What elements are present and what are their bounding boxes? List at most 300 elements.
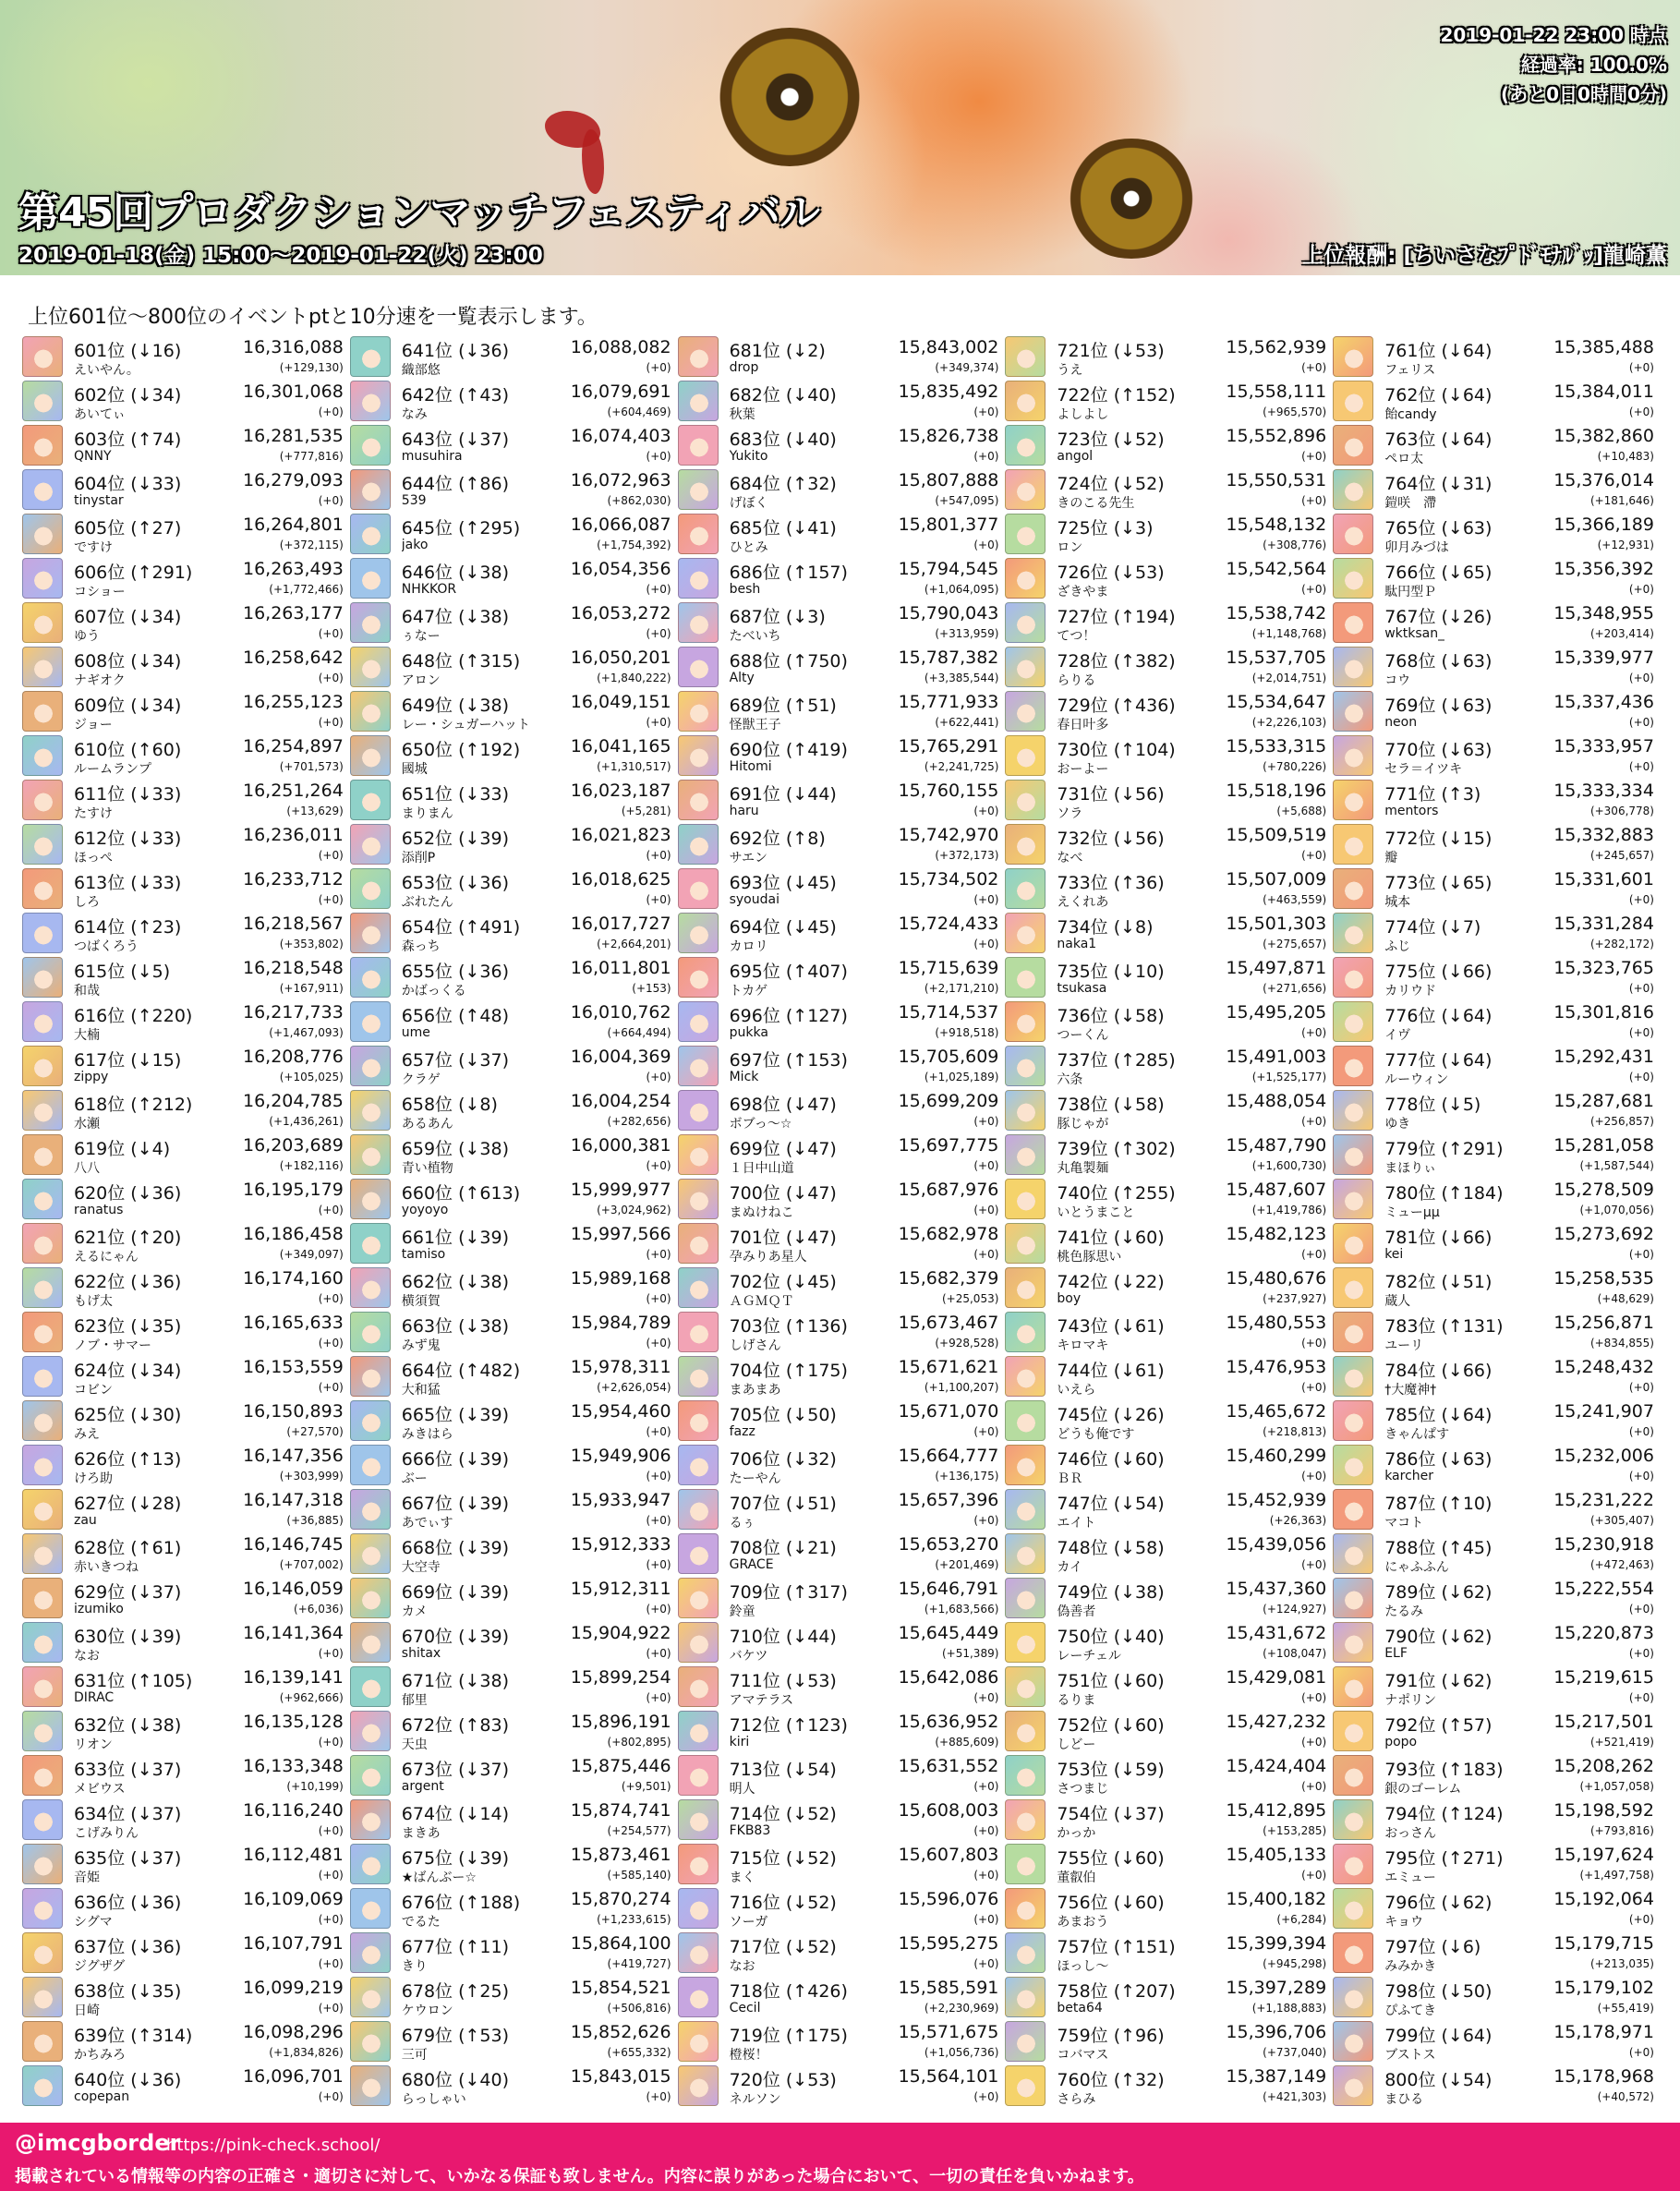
avatar-icon xyxy=(22,1799,63,1840)
avatar-icon xyxy=(22,1400,63,1441)
avatar-icon xyxy=(1333,824,1373,865)
ten-minute-speed: (+0) xyxy=(973,1913,999,1926)
avatar-icon xyxy=(350,1445,391,1485)
avatar-icon xyxy=(350,1711,391,1751)
avatar-icon xyxy=(22,1533,63,1574)
ranking-entry xyxy=(1005,1576,1332,1620)
avatar-icon xyxy=(22,1666,63,1707)
player-name: おっさん xyxy=(1384,1826,1437,1841)
rank-change: 669位 (↓39) xyxy=(401,1582,510,1603)
avatar-icon xyxy=(1333,514,1373,554)
rank-change: 747位 (↓54) xyxy=(1057,1494,1165,1514)
player-name: ボブっ〜☆ xyxy=(729,1117,792,1132)
avatar-icon xyxy=(678,602,719,643)
ten-minute-speed: (+0) xyxy=(1301,361,1327,374)
avatar-icon xyxy=(350,602,391,643)
avatar-icon xyxy=(678,469,719,510)
ten-minute-speed: (+0) xyxy=(973,1780,999,1793)
event-points: 15,949,906 xyxy=(570,1446,671,1466)
ten-minute-speed: (+0) xyxy=(646,2090,671,2103)
player-name: wktksan_ xyxy=(1384,626,1445,641)
avatar-icon xyxy=(1333,1267,1373,1308)
player-name: あまおう xyxy=(1057,1915,1109,1930)
event-points: 15,852,626 xyxy=(570,2022,671,2042)
ten-minute-speed: (+0) xyxy=(318,672,344,684)
ranking-entry xyxy=(1005,645,1332,689)
rank-change: 665位 (↓39) xyxy=(401,1405,510,1425)
event-points: 15,439,056 xyxy=(1226,1534,1327,1555)
avatar-icon xyxy=(678,1799,719,1840)
avatar-icon xyxy=(22,1356,63,1397)
avatar-icon xyxy=(678,1666,719,1707)
event-points: 16,023,187 xyxy=(570,781,671,801)
ranking-entry xyxy=(678,1842,1005,1886)
ranking-entry xyxy=(1333,1531,1660,1576)
event-points: 16,186,458 xyxy=(243,1224,344,1244)
event-points: 15,256,871 xyxy=(1553,1313,1654,1333)
ranking-entry xyxy=(1333,467,1660,512)
event-points: 15,835,492 xyxy=(898,381,999,402)
ten-minute-speed: (+0) xyxy=(973,1514,999,1527)
player-name: shitax xyxy=(401,1646,441,1661)
ranking-entry xyxy=(678,2064,1005,2108)
ten-minute-speed: (+136,175) xyxy=(935,1470,999,1483)
event-points: 15,562,939 xyxy=(1226,337,1327,357)
ranking-entry xyxy=(1333,1886,1660,1931)
ranking-entry xyxy=(1333,1576,1660,1620)
player-name: リオン xyxy=(74,1737,113,1752)
ranking-entry xyxy=(1333,600,1660,645)
event-points: 15,705,609 xyxy=(898,1047,999,1067)
ranking-entry xyxy=(1333,1931,1660,1975)
player-name: アマテラス xyxy=(729,1693,794,1708)
player-name: haru xyxy=(729,804,759,818)
player-name: GRACE xyxy=(729,1557,774,1572)
ranking-entry xyxy=(22,1620,349,1664)
avatar-icon xyxy=(678,1134,719,1175)
ten-minute-speed: (+0) xyxy=(973,1159,999,1172)
avatar-icon xyxy=(678,514,719,554)
ranking-entry xyxy=(678,600,1005,645)
ten-minute-speed: (+0) xyxy=(646,893,671,906)
event-points: 15,220,873 xyxy=(1553,1623,1654,1643)
ten-minute-speed: (+48,629) xyxy=(1597,1292,1654,1305)
player-name: トカゲ xyxy=(729,984,768,999)
ranking-entry xyxy=(1005,1088,1332,1132)
event-points: 16,000,381 xyxy=(570,1135,671,1156)
rank-change: 702位 (↓45) xyxy=(729,1272,837,1292)
avatar-icon xyxy=(350,2021,391,2062)
rank-change: 654位 (↑491) xyxy=(401,917,521,938)
ten-minute-speed: (+0) xyxy=(318,1957,344,1970)
avatar-icon xyxy=(1005,1533,1045,1574)
rank-change: 798位 (↓50) xyxy=(1384,1981,1493,2002)
player-name: キョウ xyxy=(1384,1915,1424,1930)
ranking-entry xyxy=(22,1753,349,1798)
player-name: つーくん xyxy=(1057,1028,1109,1043)
rank-change: 777位 (↓64) xyxy=(1384,1050,1493,1071)
avatar-icon xyxy=(22,1844,63,1884)
rank-change: 680位 (↓40) xyxy=(401,2070,510,2090)
player-name: 大空寺 xyxy=(401,1560,441,1575)
event-points: 15,487,607 xyxy=(1226,1180,1327,1200)
rank-change: 687位 (↓3) xyxy=(729,607,826,627)
event-points: 16,263,177 xyxy=(243,603,344,623)
rank-change: 738位 (↓58) xyxy=(1057,1095,1165,1115)
ranking-entry xyxy=(1333,1664,1660,1709)
ranking-entry xyxy=(1005,1531,1332,1576)
ten-minute-speed: (+0) xyxy=(318,2090,344,2103)
ten-minute-speed: (+372,173) xyxy=(935,849,999,862)
event-points: 16,017,727 xyxy=(570,914,671,934)
player-name: ひとみ xyxy=(729,540,768,555)
rank-change: 693位 (↓45) xyxy=(729,873,837,893)
avatar-icon xyxy=(678,1711,719,1751)
avatar-icon xyxy=(350,1134,391,1175)
player-name: しどー xyxy=(1057,1737,1096,1752)
avatar-icon xyxy=(678,691,719,732)
ten-minute-speed: (+181,646) xyxy=(1589,494,1654,507)
elapsed-rate: 経過率: 100.0% xyxy=(1520,54,1667,76)
player-name: かばっくる xyxy=(401,984,466,999)
event-points: 16,263,493 xyxy=(243,559,344,579)
ranking-entry xyxy=(1005,955,1332,999)
rank-change: 648位 (↑315) xyxy=(401,651,521,672)
avatar-icon xyxy=(1005,647,1045,687)
ranking-entry xyxy=(678,1443,1005,1487)
avatar-icon xyxy=(678,1445,719,1485)
ten-minute-speed: (+0) xyxy=(1628,1425,1654,1438)
event-points: 16,316,088 xyxy=(243,337,344,357)
avatar-icon xyxy=(678,913,719,953)
rank-change: 605位 (↑27) xyxy=(74,518,182,539)
avatar-icon xyxy=(22,336,63,377)
avatar-icon xyxy=(22,1578,63,1618)
ranking-entry xyxy=(1333,822,1660,866)
player-name: コバマス xyxy=(1057,2048,1109,2063)
player-name: バケツ xyxy=(729,1649,768,1664)
ranking-entry xyxy=(22,2064,349,2108)
ranking-entry xyxy=(678,1354,1005,1398)
ranking-entry xyxy=(22,423,349,467)
rank-change: 748位 (↓58) xyxy=(1057,1538,1165,1558)
event-points: 15,657,396 xyxy=(898,1490,999,1510)
event-points: 15,217,501 xyxy=(1553,1712,1654,1732)
avatar-icon xyxy=(22,1046,63,1086)
event-points: 15,534,647 xyxy=(1226,692,1327,712)
rank-change: 744位 (↓61) xyxy=(1057,1361,1165,1381)
event-points: 16,053,272 xyxy=(570,603,671,623)
rank-change: 763位 (↓64) xyxy=(1384,430,1493,450)
ranking-entry xyxy=(1005,423,1332,467)
rank-change: 715位 (↓52) xyxy=(729,1848,837,1869)
event-points: 15,697,775 xyxy=(898,1135,999,1156)
ranking-entry xyxy=(350,1753,677,1798)
ranking-entry xyxy=(678,512,1005,556)
rank-change: 711位 (↓53) xyxy=(729,1671,837,1691)
player-name: ranatus xyxy=(74,1203,124,1217)
avatar-icon xyxy=(22,1090,63,1131)
footer-url[interactable]: https://pink-check.school/ xyxy=(166,2136,381,2155)
rank-change: 619位 (↓4) xyxy=(74,1139,171,1159)
rank-change: 621位 (↑20) xyxy=(74,1228,182,1248)
ranking-entry xyxy=(22,733,349,778)
event-points: 15,642,086 xyxy=(898,1667,999,1688)
ten-minute-speed: (+105,025) xyxy=(279,1071,344,1083)
rank-change: 720位 (↓53) xyxy=(729,2070,837,2090)
ranking-entry xyxy=(1005,379,1332,423)
rank-change: 731位 (↓56) xyxy=(1057,784,1165,805)
rank-change: 645位 (↑295) xyxy=(401,518,521,539)
ranking-entry xyxy=(22,467,349,512)
event-points: 15,724,433 xyxy=(898,914,999,934)
event-points: 15,984,789 xyxy=(570,1313,671,1333)
ranking-entry xyxy=(22,1664,349,1709)
event-points: 15,765,291 xyxy=(898,736,999,757)
event-points: 15,292,431 xyxy=(1553,1047,1654,1067)
event-points: 15,437,360 xyxy=(1226,1579,1327,1599)
player-name: karcher xyxy=(1384,1469,1434,1483)
avatar-icon xyxy=(22,1489,63,1530)
event-points: 15,760,155 xyxy=(898,781,999,801)
avatar-icon xyxy=(350,1888,391,1929)
event-points: 15,219,615 xyxy=(1553,1667,1654,1688)
ranking-entry xyxy=(1005,1931,1332,1975)
rank-change: 647位 (↓38) xyxy=(401,607,510,627)
rank-change: 692位 (↑8) xyxy=(729,829,826,849)
rank-change: 719位 (↑175) xyxy=(729,2026,848,2046)
ranking-entry xyxy=(1005,1842,1332,1886)
player-name: まひる xyxy=(1384,2092,1424,2107)
ten-minute-speed: (+0) xyxy=(318,1869,344,1882)
ten-minute-speed: (+1,497,758) xyxy=(1579,1869,1654,1882)
player-name: かちみろ xyxy=(74,2048,126,2063)
avatar-icon xyxy=(350,913,391,953)
ten-minute-speed: (+2,171,210) xyxy=(924,982,999,995)
event-points: 15,405,133 xyxy=(1226,1845,1327,1865)
rank-change: 668位 (↓39) xyxy=(401,1538,510,1558)
ten-minute-speed: (+885,609) xyxy=(935,1736,999,1749)
rank-change: 768位 (↓63) xyxy=(1384,651,1493,672)
avatar-icon xyxy=(22,1312,63,1352)
ranking-entry xyxy=(22,1576,349,1620)
event-points: 15,548,132 xyxy=(1226,514,1327,535)
event-points: 16,218,567 xyxy=(243,914,344,934)
player-name: 偽善者 xyxy=(1057,1604,1096,1619)
avatar-icon xyxy=(1333,1046,1373,1086)
ranking-entry xyxy=(350,1886,677,1931)
player-name: 横須賀 xyxy=(401,1294,441,1309)
rank-change: 712位 (↑123) xyxy=(729,1715,848,1736)
footer-disclaimer: 掲載されている情報等の内容の正確さ・適切さに対して、いかなる保証も致しません。内容に誤りがあった場合において、一切の責任を負いかねます。 xyxy=(15,2167,1144,2186)
avatar-icon xyxy=(350,1533,391,1574)
rank-change: 740位 (↑255) xyxy=(1057,1183,1176,1204)
player-name: 蔵人 xyxy=(1384,1294,1411,1309)
ranking-entry xyxy=(678,1975,1005,2019)
ten-minute-speed: (+6,284) xyxy=(1276,1913,1327,1926)
event-points: 15,538,742 xyxy=(1226,603,1327,623)
rank-change: 615位 (↓5) xyxy=(74,962,171,982)
event-points: 16,146,745 xyxy=(243,1534,344,1555)
ranking-entry xyxy=(1005,1620,1332,1664)
avatar-icon xyxy=(1005,1578,1045,1618)
rank-change: 775位 (↓66) xyxy=(1384,962,1493,982)
avatar-icon xyxy=(678,957,719,998)
rank-change: 634位 (↓37) xyxy=(74,1804,182,1824)
player-name: ユーリ xyxy=(1384,1338,1424,1353)
ranking-entry xyxy=(1005,512,1332,556)
rank-change: 714位 (↓52) xyxy=(729,1804,837,1824)
ten-minute-speed: (+0) xyxy=(318,1913,344,1926)
avatar-icon xyxy=(22,1223,63,1264)
ten-minute-speed: (+305,407) xyxy=(1589,1514,1654,1527)
event-points: 16,139,141 xyxy=(243,1667,344,1688)
rank-change: 640位 (↓36) xyxy=(74,2070,182,2090)
ten-minute-speed: (+10,483) xyxy=(1597,450,1654,463)
player-name: あるあん xyxy=(401,1117,453,1132)
ranking-entry xyxy=(1005,1753,1332,1798)
ten-minute-speed: (+306,778) xyxy=(1589,805,1654,817)
avatar-icon xyxy=(22,602,63,643)
rank-change: 790位 (↓62) xyxy=(1384,1627,1493,1647)
rank-change: 772位 (↓15) xyxy=(1384,829,1493,849)
player-name: どうも俺です xyxy=(1057,1427,1135,1442)
ranking-entry xyxy=(1333,1398,1660,1443)
avatar-icon xyxy=(1005,336,1045,377)
page-title: 第45回プロダクションマッチフェスティバル xyxy=(18,189,819,236)
ten-minute-speed: (+271,656) xyxy=(1263,982,1327,995)
player-name: メビウス xyxy=(74,1782,126,1797)
player-name: 日崎 xyxy=(74,2003,100,2018)
player-name: マコト xyxy=(1384,1516,1424,1531)
ten-minute-speed: (+0) xyxy=(318,1292,344,1305)
ranking-entry xyxy=(1333,1975,1660,2019)
player-name: 國城 xyxy=(401,762,428,777)
rank-change: 792位 (↑57) xyxy=(1384,1715,1493,1736)
ten-minute-speed: (+655,332) xyxy=(607,2046,671,2059)
avatar-icon xyxy=(350,1356,391,1397)
ten-minute-speed: (+0) xyxy=(973,539,999,551)
ranking-columns xyxy=(22,334,1661,2108)
avatar-icon xyxy=(1333,868,1373,909)
avatar-icon xyxy=(22,469,63,510)
ten-minute-speed: (+0) xyxy=(1628,2046,1654,2059)
ranking-entry xyxy=(678,645,1005,689)
rank-change: 718位 (↑426) xyxy=(729,1981,848,2002)
ten-minute-speed: (+25,053) xyxy=(941,1292,999,1305)
rank-change: 666位 (↓39) xyxy=(401,1449,510,1470)
event-points: 15,501,303 xyxy=(1226,914,1327,934)
ranking-entry xyxy=(1005,1975,1332,2019)
ranking-entry xyxy=(1005,556,1332,600)
ten-minute-speed: (+0) xyxy=(973,1248,999,1261)
ranking-entry xyxy=(678,334,1005,379)
player-name: ume xyxy=(401,1025,430,1040)
player-name: 豚じゃが xyxy=(1057,1117,1109,1132)
ranking-entry xyxy=(678,2019,1005,2064)
ranking-entry xyxy=(350,1088,677,1132)
event-points: 15,714,537 xyxy=(898,1002,999,1023)
rank-change: 734位 (↓8) xyxy=(1057,917,1154,938)
event-points: 15,699,209 xyxy=(898,1091,999,1111)
event-points: 15,331,284 xyxy=(1553,914,1654,934)
event-points: 15,178,968 xyxy=(1553,2066,1654,2087)
player-name: ルームランプ xyxy=(74,762,151,777)
avatar-icon xyxy=(1333,1356,1373,1397)
event-points: 16,233,712 xyxy=(243,869,344,890)
ten-minute-speed: (+1,188,883) xyxy=(1251,2002,1327,2015)
event-points: 15,558,111 xyxy=(1226,381,1327,402)
ranking-entry xyxy=(678,1398,1005,1443)
player-name: ぶれたん xyxy=(401,895,453,910)
ranking-entry xyxy=(350,733,677,778)
ranking-entry xyxy=(678,1620,1005,1664)
event-points: 15,488,054 xyxy=(1226,1091,1327,1111)
player-name: NHKKOR xyxy=(401,582,457,597)
avatar-icon xyxy=(1005,691,1045,732)
ranking-entry xyxy=(1333,645,1660,689)
event-points: 15,585,591 xyxy=(898,1978,999,1998)
avatar-icon xyxy=(678,1844,719,1884)
ten-minute-speed: (+463,559) xyxy=(1263,893,1327,906)
player-name: つばくろう xyxy=(74,939,139,954)
player-name: kiri xyxy=(729,1735,750,1749)
ten-minute-speed: (+0) xyxy=(318,494,344,507)
avatar-icon xyxy=(1005,2021,1045,2062)
event-points: 16,021,823 xyxy=(570,825,671,845)
ten-minute-speed: (+0) xyxy=(318,1647,344,1660)
ten-minute-speed: (+0) xyxy=(1301,1691,1327,1704)
event-points: 16,079,691 xyxy=(570,381,671,402)
avatar-icon xyxy=(350,1090,391,1131)
ten-minute-speed: (+0) xyxy=(318,893,344,906)
event-points: 15,178,971 xyxy=(1553,2022,1654,2042)
player-name: tsukasa xyxy=(1057,981,1107,996)
rank-change: 781位 (↓66) xyxy=(1384,1228,1493,1248)
ranking-entry xyxy=(1005,600,1332,645)
avatar-icon xyxy=(1333,691,1373,732)
rank-change: 625位 (↓30) xyxy=(74,1405,182,1425)
ranking-entry xyxy=(1333,1620,1660,1664)
rank-change: 661位 (↓39) xyxy=(401,1228,510,1248)
avatar-icon xyxy=(678,824,719,865)
ten-minute-speed: (+918,518) xyxy=(935,1026,999,1039)
illustration-eye xyxy=(1062,139,1201,259)
ten-minute-speed: (+0) xyxy=(646,1292,671,1305)
ranking-entry xyxy=(1005,1265,1332,1310)
player-name: angol xyxy=(1057,449,1094,464)
player-name: あいてぃ xyxy=(74,407,126,422)
footer-handle[interactable]: @imcgborder xyxy=(15,2130,181,2156)
ranking-entry xyxy=(1333,1088,1660,1132)
rank-change: 713位 (↓54) xyxy=(729,1760,837,1780)
ranking-entry xyxy=(350,1177,677,1221)
ten-minute-speed: (+421,303) xyxy=(1263,2090,1327,2103)
player-name: ＢＲ xyxy=(1057,1471,1083,1486)
player-name: musuhira xyxy=(401,449,463,464)
rank-change: 786位 (↓63) xyxy=(1384,1449,1493,1470)
avatar-icon xyxy=(350,957,391,998)
event-points: 16,010,762 xyxy=(570,1002,671,1023)
ten-minute-speed: (+36,885) xyxy=(286,1514,344,1527)
ranking-entry xyxy=(678,1221,1005,1265)
rank-change: 672位 (↑83) xyxy=(401,1715,510,1736)
player-name: いえら xyxy=(1057,1383,1096,1398)
ten-minute-speed: (+0) xyxy=(318,2002,344,2015)
ten-minute-speed: (+834,855) xyxy=(1589,1337,1654,1350)
event-points: 15,843,002 xyxy=(898,337,999,357)
ranking-entry xyxy=(1005,1132,1332,1177)
